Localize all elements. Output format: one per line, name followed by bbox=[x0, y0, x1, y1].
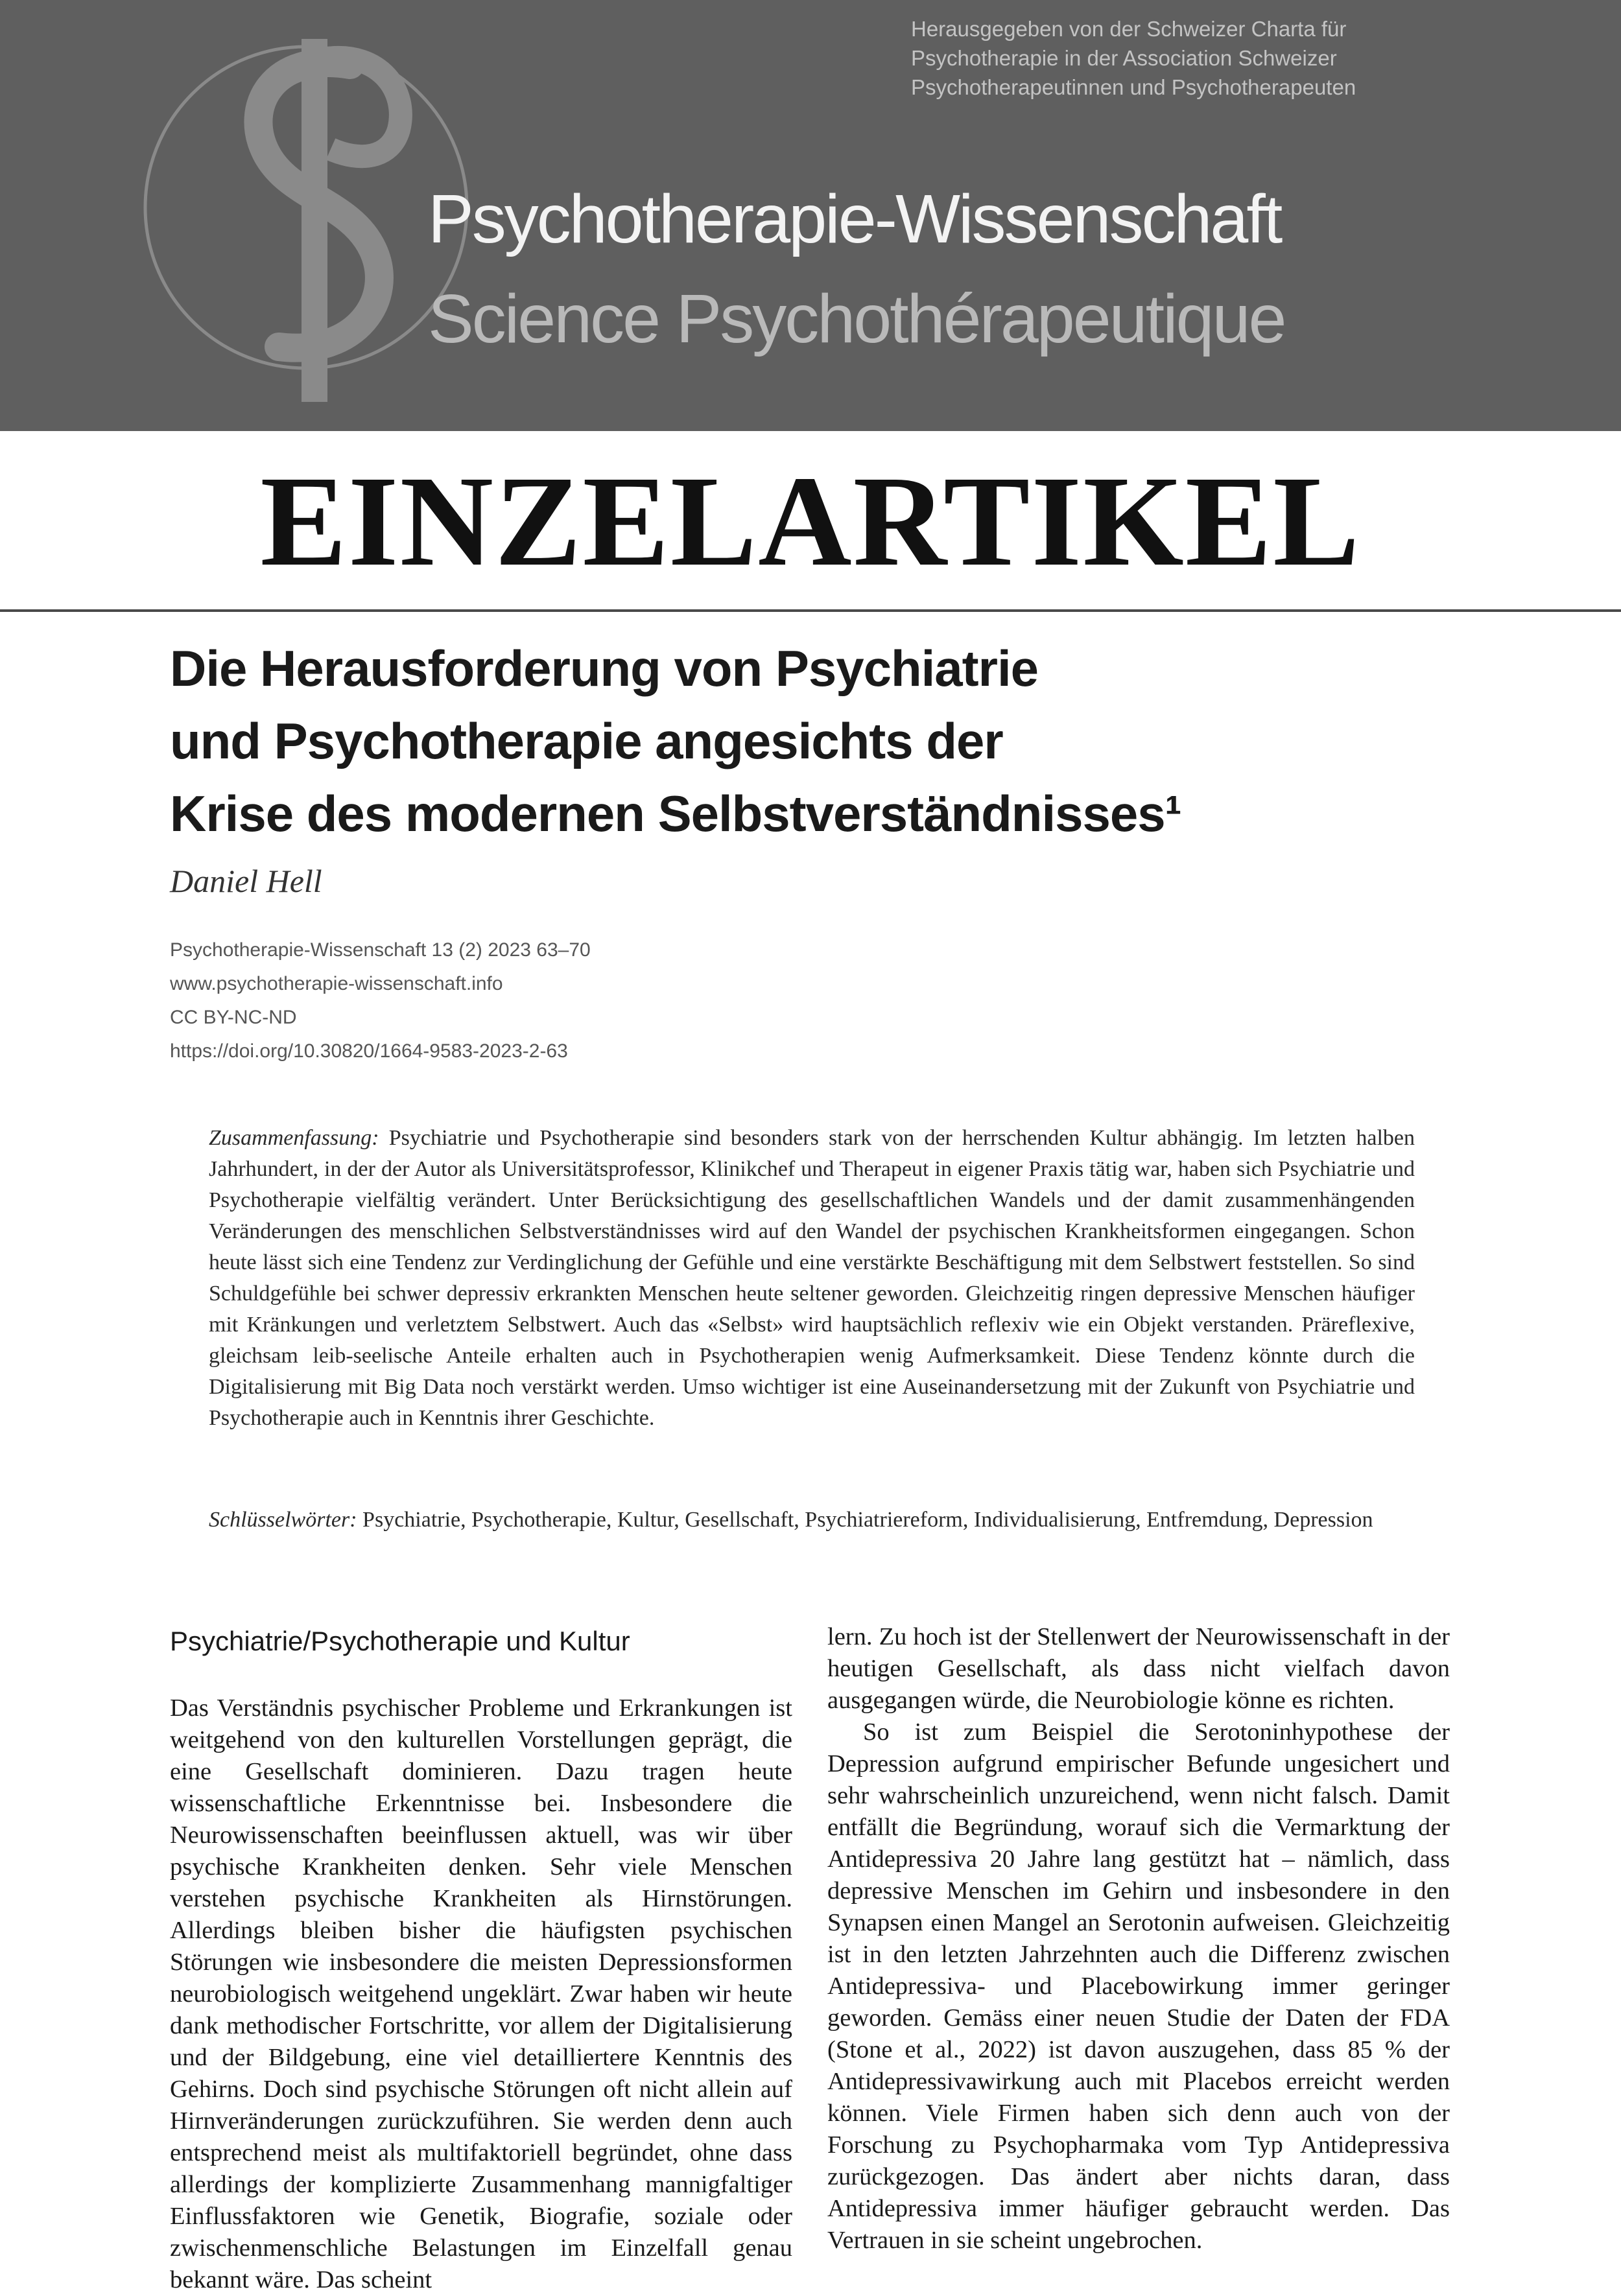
journal-header bbox=[0, 0, 1621, 431]
publisher-statement bbox=[911, 14, 1585, 102]
body-paragraph: So ist zum Beispiel die Serotoninhypothese der Depression aufgrund empirischer Befunde ungesichert und sehr wahrscheinlich unzureichend, wenn nicht falsch. Damit entfällt die Begründung, worauf sich die Vermarktung der Antidepressiva 20 Jahre lang gestützt hat – nämlich, dass depressive Menschen im Gehirn und insbesondere in den Synapsen einen Mangel an Serotonin aufweisen. Gleichzeitig ist in den letzten Jahrzehnten auch die Differenz zwischen Antidepressiva- und Placebowirkung immer geringer geworden. Gemäss einer neuen Studie der Daten der FDA (Stone et al., 2022) ist davon auszugehen, dass 85 % der Antidepressivawirkung auch mit Placebos erreicht werden können. Viele Firmen haben sich denn auch von der Forschung zu Psychopharmaka vom Typ Antidepressiva zurückgezogen. Das ändert aber nichts daran, dass Antidepressiva immer häufiger gebraucht werden. Das Vertrauen in sie scheint ungebrochen. bbox=[827, 1718, 1450, 2254]
license-label: CC BY-NC-ND bbox=[170, 1007, 297, 1028]
article-title bbox=[170, 632, 1467, 850]
publisher-line: Psychotherapie in der Association Schweizer bbox=[911, 46, 1337, 70]
journal-title-french: Science Psychothérapeutique bbox=[428, 281, 1285, 357]
divider-rule bbox=[0, 609, 1621, 612]
citation-meta bbox=[170, 933, 591, 1068]
journal-title-german: Psychotherapie-Wissenschaft bbox=[428, 181, 1281, 257]
doi-link[interactable]: https://doi.org/10.30820/1664-9583-2023-2-63 bbox=[170, 1040, 568, 1062]
abstract-label: Zusammenfassung: bbox=[209, 1126, 379, 1150]
body-paragraph: Das Verständnis psychischer Probleme und Erkrankungen ist weitgehend von den kulturellen Vorstellungen geprägt, die eine Gesellschaft dominieren. Dazu tragen heute wissenschaftliche Erkenntnisse bei. Insbesondere die Neurowissenschaften beeinflussen aktuell, was wir über psychische Krankheiten denken. Sehr viele Menschen verstehen psychische Krankheiten als Hirnstörungen. Allerdings bleiben bisher die häufigsten psychischen Störungen wie insbesondere die meisten Depressionsformen neurobiologisch weitgehend ungeklärt. Zwar haben wir heute dank methodischer Fortschritte, vor allem der Digitalisierung und der Bildgebung, eine viel detailliertere Kenntnis des Gehirns. Doch sind psychische Störungen oft nicht allein auf Hirnveränderungen zurückzuführen. Sie werden denn auch entsprechend meist als multifaktoriell begründet, ohne dass allerdings der komplizierte Zusammenhang mannigfaltiger Einflussfaktoren wie Genetik, Biografie, soziale oder zwischenmenschliche Belastungen im Einzelfall genau bekannt wäre. Das scheint bbox=[170, 1694, 792, 2292]
author-name: Daniel Hell bbox=[170, 863, 322, 899]
keywords-text: Psychiatrie, Psychotherapie, Kultur, Gesellschaft, Psychiatriereform, Individualisierung, Entfremdung, Depression bbox=[362, 1508, 1373, 1532]
publisher-line: Psychotherapeutinnen und Psychotherapeuten bbox=[911, 75, 1356, 99]
body-paragraph: lern. Zu hoch ist der Stellenwert der Neurowissenschaft in der heutigen Gesellschaft, als dass nicht vielfach davon ausgegangen würde, die Neurobiologie könne es richten. bbox=[827, 1623, 1450, 1714]
body-column-right bbox=[827, 1621, 1450, 2292]
keywords bbox=[209, 1504, 1415, 1536]
title-line: Die Herausforderung von Psychiatrie bbox=[170, 640, 1039, 697]
citation-line: Psychotherapie-Wissenschaft 13 (2) 2023 63–70 bbox=[170, 939, 591, 961]
abstract-text: Psychiatrie und Psychotherapie sind besonders stark von der herrschenden Kultur abhängig. Im letzten halben Jahrhundert, in der der Autor als Universitätsprofessor, Klinikchef und Therapeut in eigener Praxis tätig war, haben sich Psychiatrie und Psychotherapie vielfältig verändert. Unter Berücksichtigung des gesellschaftlichen Wandels und der damit zusammenhängenden Veränderungen des menschlichen Selbstverständnisses wird auf den Wandel der psychischen Krankheitsformen eingegangen. Schon heute lässt sich eine Tendenz zur Verdinglichung der Gefühle und eine verstärkte Beschäftigung mit dem Selbstwert feststellen. So sind Schuldgefühle bei schwer depressiv erkrankten Menschen heute seltener geworden. Gleichzeitig ringen depressive Menschen häufiger mit Kränkungen und verletztem Selbstwert. Auch das «Selbst» wird hauptsächlich reflexiv wie ein Objekt verstanden. Präreflexive, gleichsam leib-seelische Anteile erhalten auch in Psychotherapien wenig Aufmerksamkeit. Diese Tendenz könnte durch die Digitalisierung mit Big Data noch verstärkt werden. Umso wichtiger ist eine Auseinandersetzung mit der Zukunft von Psychiatrie und Psychotherapie auch in Kenntnis ihrer Geschichte. bbox=[209, 1126, 1415, 1430]
body-column-left bbox=[170, 1693, 792, 2292]
abstract bbox=[209, 1123, 1415, 1434]
title-line: und Psychotherapie angesichts der bbox=[170, 712, 1003, 769]
publisher-line: Herausgegeben von der Schweizer Charta für bbox=[911, 17, 1347, 41]
section-heading: Psychiatrie/Psychotherapie und Kultur bbox=[170, 1626, 630, 1656]
keywords-label: Schlüsselwörter: bbox=[209, 1508, 357, 1532]
article-type-banner: EINZELARTIKEL bbox=[260, 450, 1361, 593]
journal-url-link[interactable]: www.psychotherapie-wissenschaft.info bbox=[170, 973, 503, 994]
title-line: Krise des modernen Selbstverständnisses¹ bbox=[170, 785, 1181, 842]
